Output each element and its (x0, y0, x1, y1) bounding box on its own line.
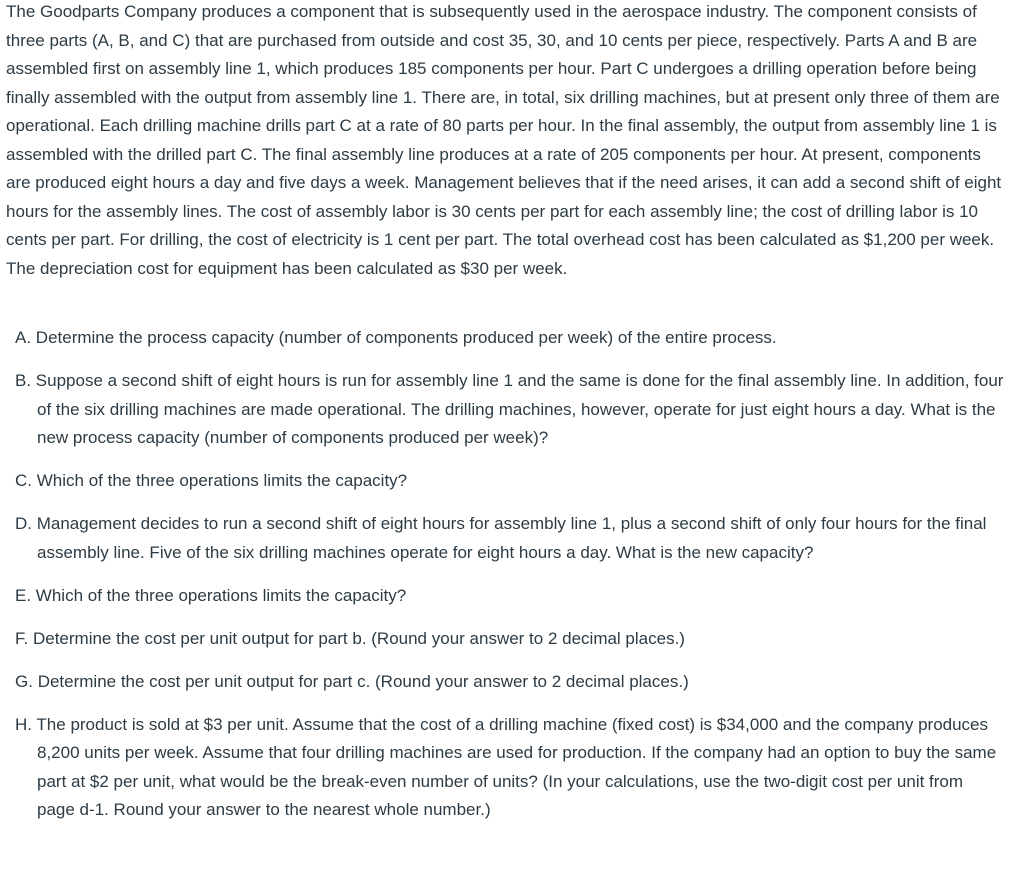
question-text: Which of the three operations limits the capacity? (35, 585, 407, 605)
question-letter: D. (15, 514, 32, 533)
question-c (15, 467, 1005, 496)
problem-intro: The Goodparts Company produces a component that is subsequently used in the aerospace industry. The component consists of three parts (A, B, and C) that are purchased from outside and cost 35, 30, and 10 cents per piece, respectively. Parts A and B are assembled first on assembly line 1, which produces 185 components per hour. Part C undergoes a drilling operation before being finally assembled with the output from assembly line 1. There are, in total, six drilling machines, but at present only three of them are operational. Each drilling machine drills part C at a rate of 80 parts per hour. In the final assembly, the output from assembly line 1 is assembled with the drilled part C. The final assembly line produces at a rate of 205 components per hour. At present, components are produced eight hours a day and five days a week. Management believes that if the need arises, it can add a second shift of eight hours for the assembly lines. The cost of assembly labor is 30 cents per part for each assembly line; the cost of drilling labor is 10 cents per part. For drilling, the cost of electricity is 1 cent per part. The total overhead cost has been calculated as $1,200 per week. The depreciation cost for equipment has been calculated as $30 per week. (6, 2, 1002, 278)
question-letter: H. (15, 714, 32, 734)
question-text: Management decides to run a second shift of eight hours for assembly line 1, plus a second shift of only four hours for the final assembly line. Five of the six drilling machines operate for eight hours a day. What is the new capacity? (36, 514, 987, 562)
question-f (15, 625, 1005, 654)
question-g (15, 668, 1005, 697)
question-text: Which of the three operations limits the capacity? (36, 471, 408, 490)
question-letter: G. (15, 671, 33, 691)
question-letter: F. (15, 628, 29, 648)
question-h (15, 711, 1005, 825)
question-letter: E. (15, 585, 32, 605)
question-a (15, 324, 1005, 353)
question-text: Suppose a second shift of eight hours is run for assembly line 1 and the same is done for the final assembly line. In addition, four of the six drilling machines are made operational. The drilling machines, however, operate for just eight hours a day. What is the new process capacity (number of components produced per week)? (35, 371, 1004, 447)
question-letter: B. (15, 371, 32, 390)
question-b (15, 367, 1005, 453)
question-text: Determine the cost per unit output for part b. (Round your answer to 2 decimal places.) (32, 628, 685, 648)
question-text: Determine the process capacity (number of components produced per week) of the entire process. (35, 328, 777, 347)
question-d (15, 510, 1005, 567)
question-e (15, 582, 1005, 611)
question-text: The product is sold at $3 per unit. Assume that the cost of a drilling machine (fixed cost) is $34,000 and the company produces 8,200 units per week. Assume that four drilling machines are used for production. If the company had an option to buy the same part at $2 per unit, what would be the break-even number of units? (In your calculations, use the two-digit cost per unit from page d-1. Round your answer to the nearest whole number.) (36, 714, 997, 819)
question-letter: A. (15, 328, 32, 347)
question-list (15, 324, 1005, 839)
question-text: Determine the cost per unit output for part c. (Round your answer to 2 decimal places.) (37, 671, 689, 691)
question-letter: C. (15, 471, 32, 490)
